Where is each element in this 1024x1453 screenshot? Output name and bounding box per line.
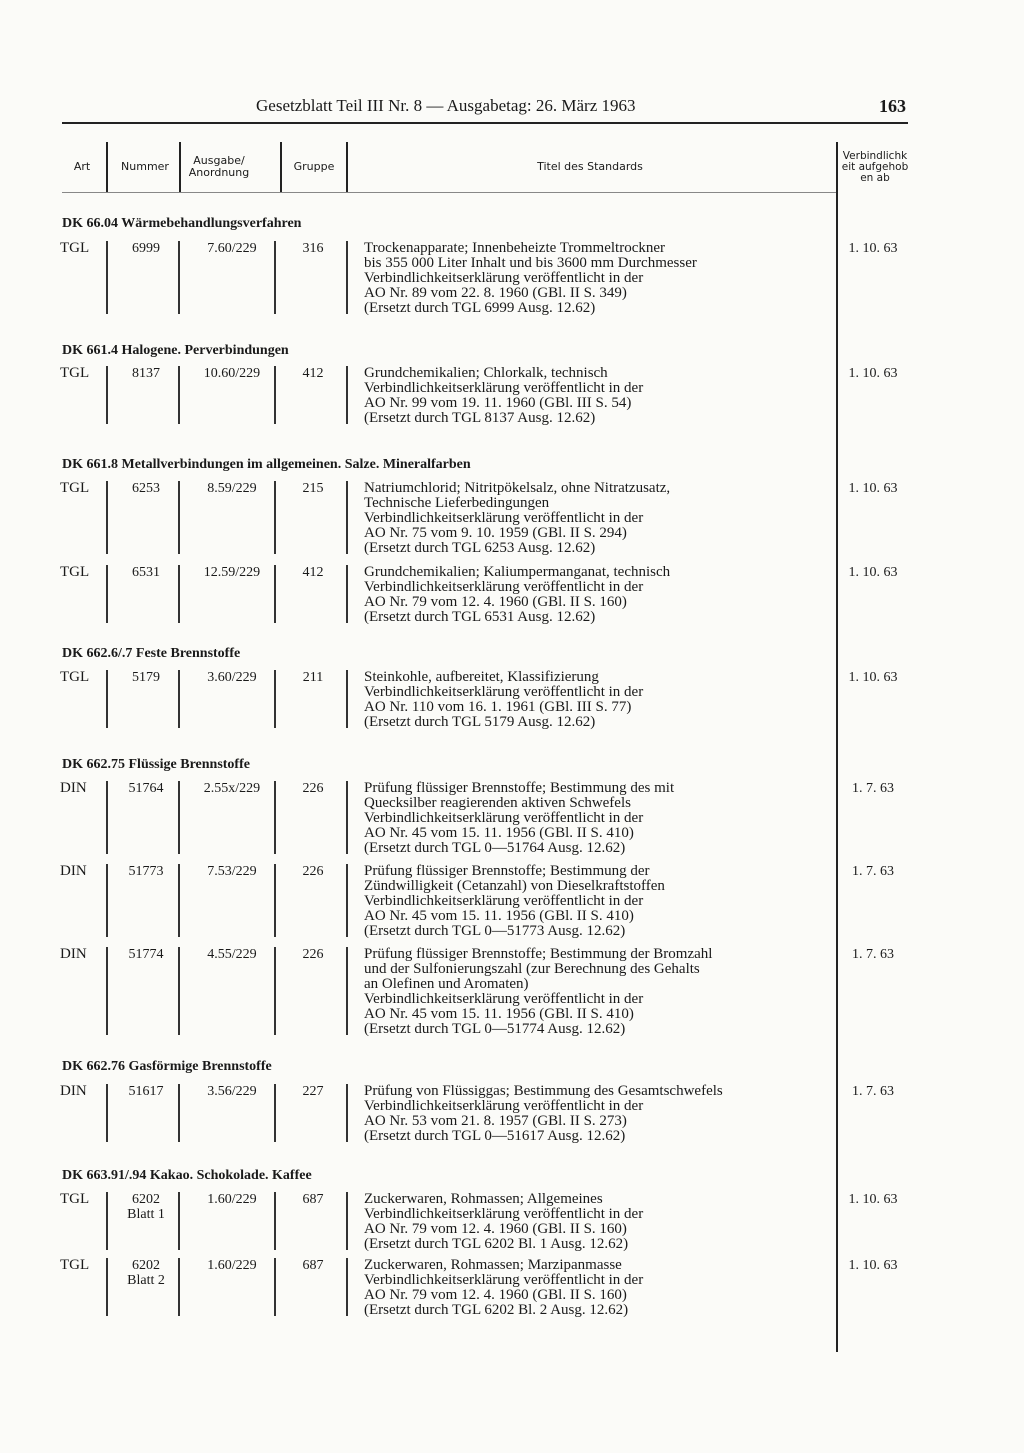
standard-entry [60,670,910,730]
entry-title [364,781,834,856]
entry-title-line: Prüfung von Flüssiggas; Bestimmung des Gesamtschwefels [364,1083,723,1099]
entry-title-line: Verbindlichkeitserklärung veröffentlicht in der [364,270,644,286]
entry-title-line: Prüfung flüssiger Brennstoffe; Bestimmung des mit [364,780,675,796]
standard-entry [60,781,910,856]
entry-title-line: AO Nr. 45 vom 15. 11. 1956 (GBl. II S. 410) [364,1006,634,1022]
header-bottom-rule [62,192,836,193]
standard-entry [60,947,910,1037]
section-heading: DK 662.6/.7 Feste Brennstoffe [62,646,241,661]
column-separator [106,947,108,1035]
column-separator [178,781,180,854]
standard-entry [60,565,910,625]
col-ausgabe: Ausgabe/ Anordnung [188,154,250,179]
entry-title-line: an Olefinen und Aromaten) [364,976,529,992]
entry-group: 226 [302,947,324,962]
entry-group: 412 [302,565,324,580]
entry-number: 8137 [132,366,160,381]
section-heading: DK 663.91/.94 Kakao. Schokolade. Kaffee [62,1168,312,1183]
entry-date: 1. 10. 63 [848,481,898,496]
entry-title [364,670,834,730]
entry-issue: 1.60/229 [207,1192,257,1207]
column-separator [346,241,348,314]
entry-title-line: (Ersetzt durch TGL 6202 Bl. 1 Ausg. 12.62) [364,1236,629,1252]
column-separator [346,781,348,854]
column-separator [106,781,108,854]
entry-issue: 1.60/229 [207,1258,257,1273]
entry-number: 51764 [128,781,164,796]
entry-number: 6202 Blatt 2 [127,1258,165,1288]
entry-title-line: Zündwilligkeit (Cetanzahl) von Dieselkraftstoffen [364,878,665,894]
entry-title-line: AO Nr. 99 vom 19. 11. 1960 (GBl. III S. 54) [364,395,632,411]
column-separator [178,1084,180,1142]
entry-group: 226 [302,864,324,879]
entry-title-line: (Ersetzt durch TGL 6253 Ausg. 12.62) [364,540,596,556]
header-divider [280,142,282,192]
column-separator [274,481,276,554]
entry-title-line: Natriumchlorid; Nitritpökelsalz, ohne Nitratzusatz, [364,480,671,496]
entry-number: 51617 [128,1084,164,1099]
entry-title [364,864,834,939]
entry-title [364,1258,834,1318]
entry-title-line: Verbindlichkeitserklärung veröffentlicht in der [364,684,644,700]
entry-title-line: Verbindlichkeitserklärung veröffentlicht in der [364,1098,644,1114]
entry-issue: 10.60/229 [203,366,261,381]
column-separator [106,1192,108,1250]
page-number: 163 [879,96,906,116]
entry-title-line: und der Sulfonierungszahl (zur Berechnung des Gehalts [364,961,700,977]
entry-title [364,241,834,316]
entry-art: DIN [60,780,87,796]
column-separator [106,481,108,554]
entry-date: 1. 10. 63 [848,1258,898,1273]
column-separator [178,565,180,623]
entry-title-line: Prüfung flüssiger Brennstoffe; Bestimmung der Bromzahl [364,946,713,962]
col-titel: Titel des Standards [537,160,643,173]
entry-title-line: AO Nr. 45 vom 15. 11. 1956 (GBl. II S. 410) [364,908,634,924]
column-separator [346,1258,348,1316]
entry-art: TGL [60,1257,90,1273]
entry-number: 6999 [132,241,160,256]
standard-entry [60,366,910,426]
entry-title-line: (Ersetzt durch TGL 6999 Ausg. 12.62) [364,300,596,316]
entry-art: TGL [60,480,90,496]
entry-date: 1. 10. 63 [848,366,898,381]
entry-title-line: (Ersetzt durch TGL 5179 Ausg. 12.62) [364,714,596,730]
entry-group: 211 [302,670,324,685]
column-separator [106,241,108,314]
date-column-divider [836,142,838,1352]
section-heading: DK 662.75 Flüssige Brennstoffe [62,757,250,772]
column-separator [274,366,276,424]
entry-art: DIN [60,1083,87,1099]
entry-title-line: (Ersetzt durch TGL 0—51617 Ausg. 12.62) [364,1128,626,1144]
section-heading: DK 66.04 Wärmebehandlungsverfahren [62,216,302,231]
entry-title [364,1084,834,1144]
standard-entry [60,1258,910,1318]
standard-entry [60,1192,910,1252]
entry-title-line: Verbindlichkeitserklärung veröffentlicht in der [364,991,644,1007]
column-separator [274,864,276,937]
standard-entry [60,1084,910,1144]
entry-art: DIN [60,946,87,962]
entry-issue: 7.53/229 [207,864,257,879]
entry-art: TGL [60,240,90,256]
entry-title-line: AO Nr. 89 vom 22. 8. 1960 (GBl. II S. 349) [364,285,627,301]
column-separator [178,670,180,728]
entry-art: TGL [60,1191,90,1207]
column-separator [178,241,180,314]
entry-issue: 7.60/229 [207,241,257,256]
entry-number: 6202 Blatt 1 [127,1192,165,1222]
column-separator [346,1192,348,1250]
column-separator [274,947,276,1035]
entry-issue: 4.55/229 [207,947,257,962]
header-rule [62,122,908,124]
column-separator [274,1258,276,1316]
column-separator [274,241,276,314]
column-separator [274,670,276,728]
entry-date: 1. 7. 63 [852,864,894,879]
entry-group: 412 [302,366,324,381]
entry-number: 6253 [132,481,160,496]
entry-issue: 8.59/229 [207,481,257,496]
entry-title-line: Verbindlichkeitserklärung veröffentlicht in der [364,1206,644,1222]
entry-title-line: (Ersetzt durch TGL 6202 Bl. 2 Ausg. 12.62) [364,1302,629,1318]
entry-title-line: Zuckerwaren, Rohmassen; Marzipanmasse [364,1257,622,1273]
entry-title [364,565,834,625]
entry-title-line: Verbindlichkeitserklärung veröffentlicht in der [364,1272,644,1288]
entry-number: 51774 [128,947,164,962]
column-separator [346,366,348,424]
gazette-title: Gesetzblatt Teil III Nr. 8 — Ausgabetag: 26. März 1963 [256,96,636,115]
entry-title-line: AO Nr. 79 vom 12. 4. 1960 (GBl. II S. 160) [364,594,627,610]
col-nummer: Nummer [121,160,169,173]
entry-title-line: AO Nr. 79 vom 12. 4. 1960 (GBl. II S. 160) [364,1221,627,1237]
column-separator [346,481,348,554]
standard-entry [60,241,910,316]
col-art: Art [73,160,91,173]
entry-title-line: Verbindlichkeitserklärung veröffentlicht in der [364,579,644,595]
entry-title [364,366,834,426]
entry-title-line: Verbindlichkeitserklärung veröffentlicht in der [364,380,644,396]
entry-title-line: Grundchemikalien; Kaliumpermanganat, technisch [364,564,671,580]
standard-entry [60,481,910,556]
entry-date: 1. 10. 63 [848,565,898,580]
column-separator [106,366,108,424]
column-separator [178,481,180,554]
section-heading: DK 661.4 Halogene. Perverbindungen [62,343,289,358]
column-separator [346,864,348,937]
entry-title [364,481,834,556]
entry-number: 5179 [132,670,160,685]
column-separator [346,670,348,728]
entry-date: 1. 10. 63 [848,1192,898,1207]
column-separator [178,864,180,937]
col-verbindlich: Verbindlichkeit aufgehoben ab [841,149,909,184]
entry-title-line: Verbindlichkeitserklärung veröffentlicht in der [364,810,644,826]
column-separator [106,565,108,623]
entry-date: 1. 7. 63 [852,947,894,962]
column-separator [178,947,180,1035]
entry-date: 1. 10. 63 [848,241,898,256]
column-separator [346,947,348,1035]
entry-date: 1. 7. 63 [852,781,894,796]
entry-title-line: (Ersetzt durch TGL 6531 Ausg. 12.62) [364,609,596,625]
table-header [60,142,910,192]
column-separator [274,781,276,854]
entry-issue: 3.56/229 [207,1084,257,1099]
entry-title [364,1192,834,1252]
entry-art: TGL [60,365,90,381]
entry-title-line: Verbindlichkeitserklärung veröffentlicht in der [364,893,644,909]
entry-date: 1. 10. 63 [848,670,898,685]
column-separator [274,565,276,623]
entry-title-line: (Ersetzt durch TGL 0—51764 Ausg. 12.62) [364,840,626,856]
entry-group: 687 [302,1192,324,1207]
entry-title-line: Quecksilber reagierenden aktiven Schwefels [364,795,631,811]
section-heading: DK 662.76 Gasförmige Brennstoffe [62,1059,272,1074]
entry-title-line: AO Nr. 79 vom 12. 4. 1960 (GBl. II S. 160) [364,1287,627,1303]
header-divider [106,142,108,192]
column-separator [274,1192,276,1250]
entry-group: 226 [302,781,324,796]
column-separator [178,1258,180,1316]
entry-number: 51773 [128,864,164,879]
entry-group: 316 [302,241,324,256]
entry-group: 227 [302,1084,324,1099]
entry-art: TGL [60,564,90,580]
page-header [256,96,906,120]
entry-title-line: Trockenapparate; Innenbeheizte Trommeltrockner [364,240,666,256]
header-divider [179,142,181,192]
entry-title-line: Prüfung flüssiger Brennstoffe; Bestimmung der [364,863,650,879]
entry-title-line: Steinkohle, aufbereitet, Klassifizierung [364,669,599,685]
entry-date: 1. 7. 63 [852,1084,894,1099]
entry-group: 215 [302,481,324,496]
entry-title-line: (Ersetzt durch TGL 0—51774 Ausg. 12.62) [364,1021,626,1037]
column-separator [178,366,180,424]
entry-title-line: Zuckerwaren, Rohmassen; Allgemeines [364,1191,603,1207]
entry-number: 6531 [132,565,160,580]
column-separator [274,1084,276,1142]
entry-title-line: AO Nr. 110 vom 16. 1. 1961 (GBl. III S. 77) [364,699,632,715]
entry-title-line: AO Nr. 75 vom 9. 10. 1959 (GBl. II S. 294) [364,525,627,541]
column-separator [106,864,108,937]
entry-title-line: Verbindlichkeitserklärung veröffentlicht in der [364,510,644,526]
entry-title-line: (Ersetzt durch TGL 8137 Ausg. 12.62) [364,410,596,426]
column-separator [106,1084,108,1142]
column-separator [178,1192,180,1250]
entry-title-line: Technische Lieferbedingungen [364,495,550,511]
section-heading: DK 661.8 Metallverbindungen im allgemeinen. Salze. Mineralfarben [62,457,471,472]
column-separator [106,670,108,728]
column-separator [346,1084,348,1142]
entry-title [364,947,834,1037]
col-gruppe: Gruppe [293,160,335,173]
entry-issue: 3.60/229 [207,670,257,685]
entry-issue: 2.55x/229 [203,781,261,796]
entry-title-line: (Ersetzt durch TGL 0—51773 Ausg. 12.62) [364,923,626,939]
entry-art: DIN [60,863,87,879]
entry-group: 687 [302,1258,324,1273]
entry-issue: 12.59/229 [203,565,261,580]
entry-title-line: AO Nr. 53 vom 21. 8. 1957 (GBl. II S. 273) [364,1113,627,1129]
header-divider [346,142,348,192]
entry-title-line: AO Nr. 45 vom 15. 11. 1956 (GBl. II S. 410) [364,825,634,841]
entry-title-line: bis 355 000 Liter Inhalt und bis 3600 mm Durchmesser [364,255,697,271]
column-separator [106,1258,108,1316]
standard-entry [60,864,910,939]
entry-art: TGL [60,669,90,685]
entry-title-line: Grundchemikalien; Chlorkalk, technisch [364,365,608,381]
column-separator [346,565,348,623]
